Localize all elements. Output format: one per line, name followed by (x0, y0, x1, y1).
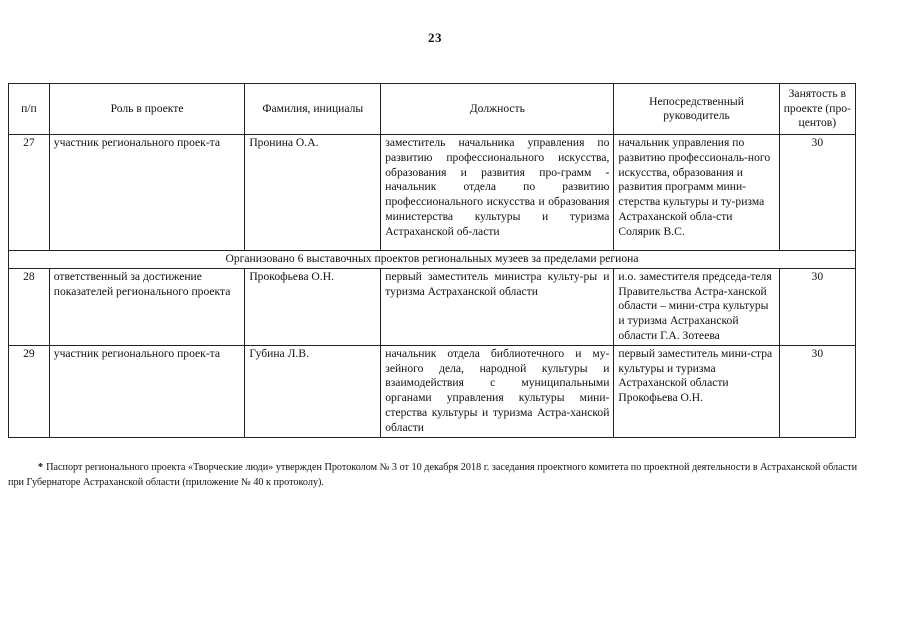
header-name: Фамилия, инициалы (245, 84, 381, 135)
row-name: Прокофьева О.Н. (245, 268, 381, 345)
row-name: Губина Л.В. (245, 345, 381, 437)
row-load: 30 (779, 268, 855, 345)
footnote-text: Паспорт регионального проекта «Творческие люди» утвержден Протоколом № 3 от 10 декабря 2018 г. заседания проектного комитета по проектной деятельности в Астраханской области при Губернаторе Астраханской области (приложение № 40 к протоколу). (8, 462, 858, 488)
row-load: 30 (779, 135, 855, 251)
row-name: Пронина О.А. (245, 135, 381, 251)
header-load: Занятость в проекте (про-центов) (779, 84, 855, 135)
row-num: 29 (9, 345, 50, 437)
header-role: Роль в проекте (49, 84, 245, 135)
section-row (9, 251, 856, 269)
row-manager: первый заместитель мини-стра культуры и туризма Астраханской области Прокофьева О.Н. (614, 345, 779, 437)
row-position: заместитель начальника управления по развитию профессионального искусства, образования и развития про-грамм - начальник отдела по развитию профессионального искусства и образования министерства культуры и туризма Астраханской об-ласти (381, 135, 614, 251)
row-num: 27 (9, 135, 50, 251)
row-role: ответственный за достижение показателей регионального проекта (49, 268, 245, 345)
page-number: 23 (428, 30, 442, 45)
table-row (9, 345, 856, 437)
table-header-row (9, 84, 856, 135)
table-row (9, 135, 856, 251)
row-manager: начальник управления по развитию профессиональ-ного искусства, образования и развития программ мини-стерства культуры и ту-ризма Астраханской обла-сти Солярик В.С. (614, 135, 779, 251)
table-row (9, 268, 856, 345)
footnote-mark: * (38, 462, 44, 473)
row-role: участник регионального проек-та (49, 135, 245, 251)
header-num: п/п (9, 84, 50, 135)
row-load: 30 (779, 345, 855, 437)
header-position: Должность (381, 84, 614, 135)
row-position: начальник отдела библиотечного и му-зейного дела, народной культуры и взаимодействия с муниципальными органами управления культуры мини-стерства культуры и туризма Астра-ханской области (381, 345, 614, 437)
footnote (8, 460, 860, 490)
row-manager: и.о. заместителя председа-теля Правительства Астра-ханской области – мини-стра культуры и туризма Астраханской области Г.А. Зотеева (614, 268, 779, 345)
section-title: Организовано 6 выставочных проектов региональных музеев за пределами региона (9, 251, 856, 269)
row-role: участник регионального проек-та (49, 345, 245, 437)
header-manager: Непосредственный руководитель (614, 84, 779, 135)
project-roles-table (8, 83, 856, 438)
row-num: 28 (9, 268, 50, 345)
row-position: первый заместитель министра культу-ры и туризма Астраханской области (381, 268, 614, 345)
